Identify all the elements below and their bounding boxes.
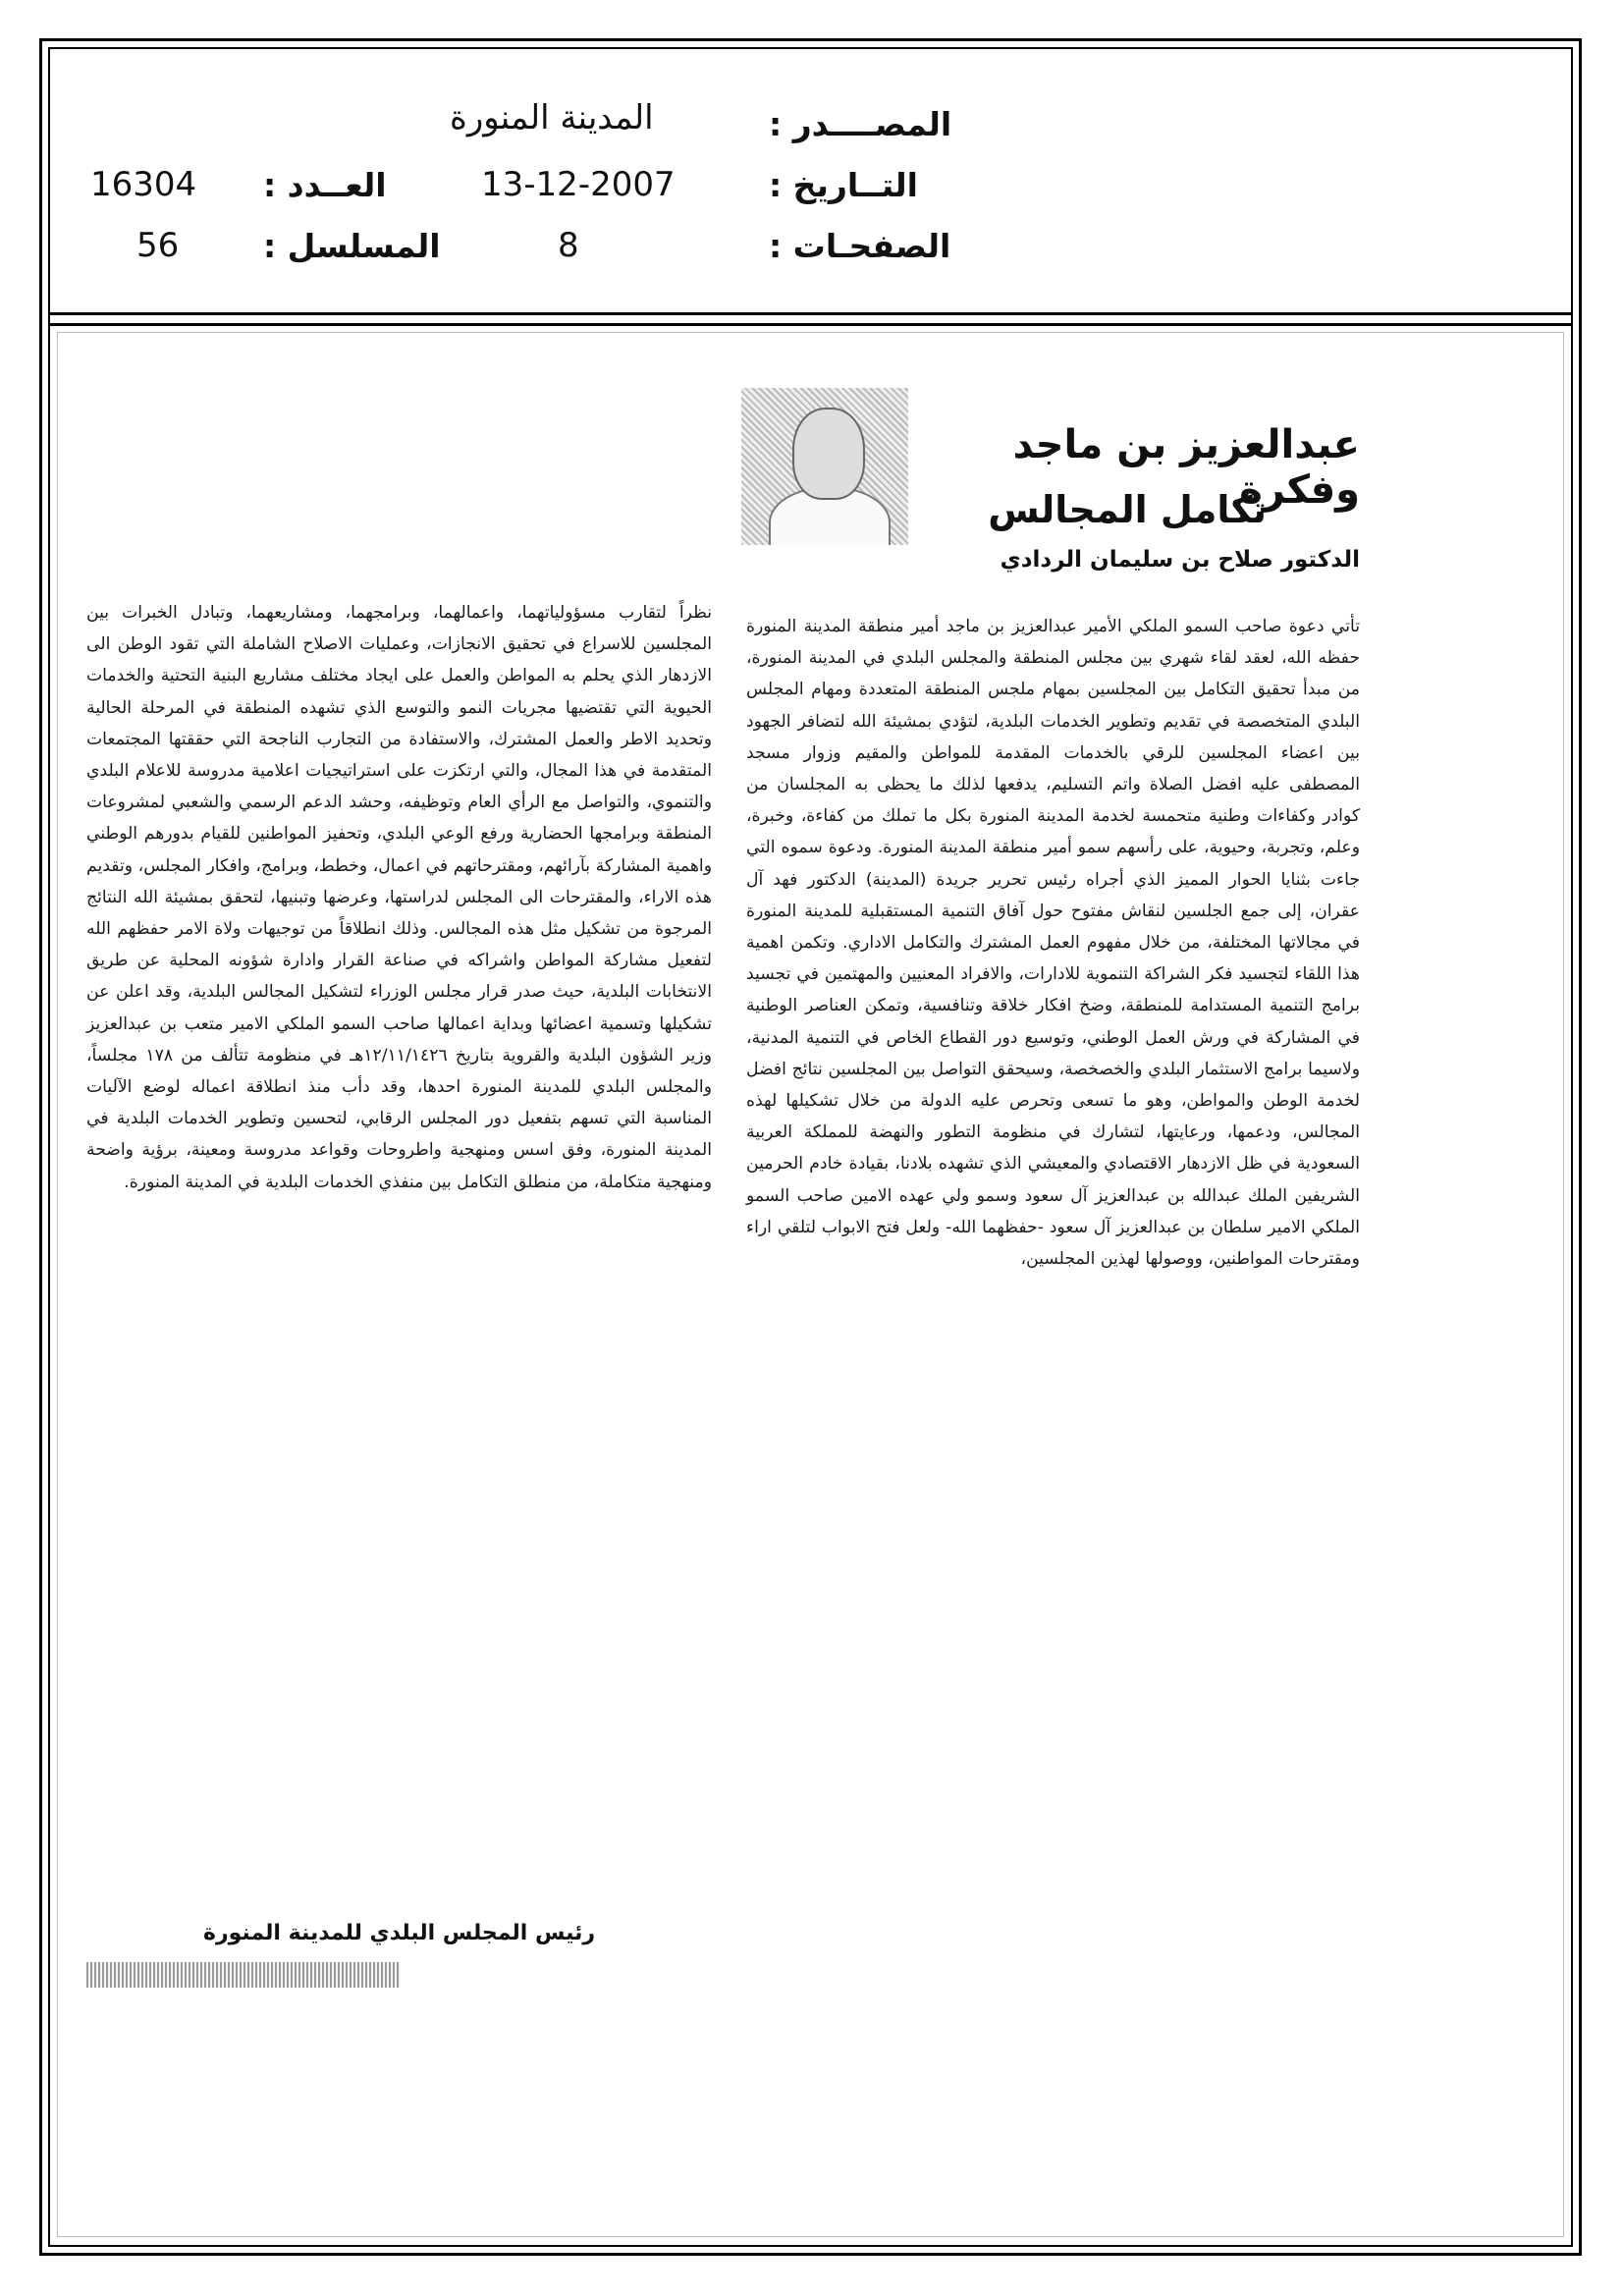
serial-value: 56	[136, 226, 180, 265]
source-value: المدينة المنورة	[450, 98, 654, 137]
serial-label: المسلسل :	[263, 227, 441, 265]
source-label: المصــــدر :	[769, 105, 952, 143]
date-value: 13-12-2007	[481, 165, 676, 204]
article-column-right: تأتي دعوة صاحب السمو الملكي الأمير عبدالعزيز بن ماجد أمير منطقة المدينة المنورة حفظه الله، لعقد لقاء شهري بين مجلس المنطقة والمجلس البلدي في المدينة المنورة، من مبدأ تحقيق التكامل بين المجلسين بمهام ملجس المنطقة المتعددة ومهام المجلس البلدي المتخصصة في تقديم وتطوير الخدمات البلدية، لتؤدي بمشيئة الله لتضافر الجهود بين اعضاء المجلسين للرقي بالخدمات المقدمة للمواطن والمقيم وزوار مسجد المصطفى عليه افضل الصلاة واتم التسليم، يدفعها لذلك ما يحظى به المجلسان من كوادر وكفاءات وطنية متحمسة لخدمة المدينة المنورة بكل ما تملك من كفاءة، وخبرة، وعلم، وتجربة، وحيوية، على رأسهم سمو أمير منطقة المدينة المنورة. ودعوة سموه التي جاءت بثنايا الحوار المميز الذي أجراه رئيس تحرير جريدة (المدينة) الدكتور فهد آل عقران، إلى جمع الجلسين لنقاش مفتوح حول آفاق التنمية المستقبلية للمدينة المنورة في مجالاتها المختلفة، من خلال مفهوم العمل المشترك والتكامل الاداري. وتكمن اهمية هذا اللقاء لتجسيد فكر الشراكة التنموية للادارات، والافراد المعنيين والمهتمين في تجسيد برامج التنمية المستدامة للمنطقة، وضخ افكار خلاقة وتنافسية، وتمكن العناصر الوطنية في المشاركة في ورش العمل الوطني، وتوسيع دور القطاع الخاص في التنمية المدنية، ولاسيما برامج الاستثمار البلدي والخصخصة، وسيحقق التواصل بين المجلسين نتائج افضل لخدمة الوطن والمواطن، وهو ما تسعى وتحرص عليه الدولة من خلال تشكيلها لهذه المجالس، ودعمها، ورعايتها، لتشارك في منظومة التطور والنهضة للمملكة العربية السعودية في ظل الازدهار الاقتصادي والمعيشي الذي تشهده بلادنا، بقيادة خادم الحرمين الشريفين الملك عبدالله بن عبدالعزيز آل سعود وسمو ولي عهده الامين صاحب السمو الملكي الامير سلطان بن عبدالعزيز آل سعود -حفظهما الله- ولعل فتح الابواب لتلقي اراء ومقترحات المواطنين، ووصولها لهذين المجلسين،	[746, 617, 1360, 1270]
pages-value: 8	[558, 226, 579, 265]
pages-label: الصفحـات :	[769, 227, 951, 265]
article-signature: رئيس المجلس البلدي للمدينة المنورة	[202, 1921, 596, 1945]
author-photo-face	[792, 408, 865, 500]
clipping-edge-decoration	[86, 1962, 401, 1988]
author-photo	[741, 388, 908, 545]
issue-value: 16304	[90, 165, 197, 204]
article-author: الدكتور صلاح بن سليمان الردادي	[1000, 547, 1360, 573]
article-title-line2: تكامل المجالس	[988, 488, 1267, 531]
article-title-line1: عبدالعزيز بن ماجد وفكرة	[1012, 422, 1360, 513]
header-divider-top	[48, 312, 1573, 315]
article-column-left: نظراً لتقارب مسؤولياتهما، واعمالهما، وبرامجهما، ومشاريعهما، وتبادل الخبرات بين المجلسين للاسراع في تحقيق الانجازات، وعمليات الاصلاح الشاملة التي تقود الوطن الى الازدهار الذي يحلم به المواطن والعمل على ايجاد مختلف مشاريع البنية التحتية والخدمات الحيوية التي تقتضيها مجريات النمو والتوسع الذي تشهده المنطقة في المرحلة الحالية وتحديد الاطر والعمل المشترك، والاستفادة من التجارب الناجحة التي حققتها المجتمعات المتقدمة في هذا المجال، والتي ارتكزت على استراتيجيات اعلامية مدروسة للاعلام البلدي والتنموي، والتواصل مع الرأي العام وتوظيفه، وحشد الدعم الرسمي والشعبي لمشروعات المنطقة وبرامجها الحضارية ورفع الوعي البلدي، وتحفيز المواطنين للقيام بدورهم الوطني واهمية المشاركة بآرائهم، ومقترحاتهم في اعمال، وخطط، وبرامج، وافكار المجلس، وتقديم هذه الاراء، والمقترحات الى المجلس لدراستها، وعرضها وتبنيها، لتحقق بمشيئة الله النتائج المرجوة من تشكيل مثل هذه المجالس. وذلك انطلاقاً من توجيهات ولاة الامر حفظهم الله لتفعيل مشاركة المواطن واشراكه في صناعة القرار وادارة شؤونه المحلية عن طريق الانتخابات البلدية، حيث صدر قرار مجلس الوزراء لتشكيل المجالس البلدية، وقد اعلن عن تشكيلها وتسمية اعضائها وبداية اعمالها صاحب السمو الملكي الامير متعب بن عبدالعزيز وزير الشؤون البلدية والقروية بتاريخ ١٢/١١/١٤٢٦هـ في منظومة تتألف من ١٧٨ مجلساً، والمجلس البلدي للمدينة المنورة احدها، وقد دأب منذ انطلاقة اعماله لوضع الآليات المناسبة التي تسهم بتفعيل دور المجلس الرقابي، لتحسين وتطوير الخدمات البلدية في المدينة المنورة، وفق اسس ومنهجية واطروحات وقواعد مدروسة ومعينة، برؤية واضحة ومنهجية متكاملة، من منطلق التكامل بين منفذي الخدمات البلدية في المدينة المنورة.	[86, 603, 712, 1192]
issue-label: العــدد :	[263, 166, 387, 204]
date-label: التــاريخ :	[769, 166, 918, 204]
header-divider-bottom	[48, 323, 1573, 326]
